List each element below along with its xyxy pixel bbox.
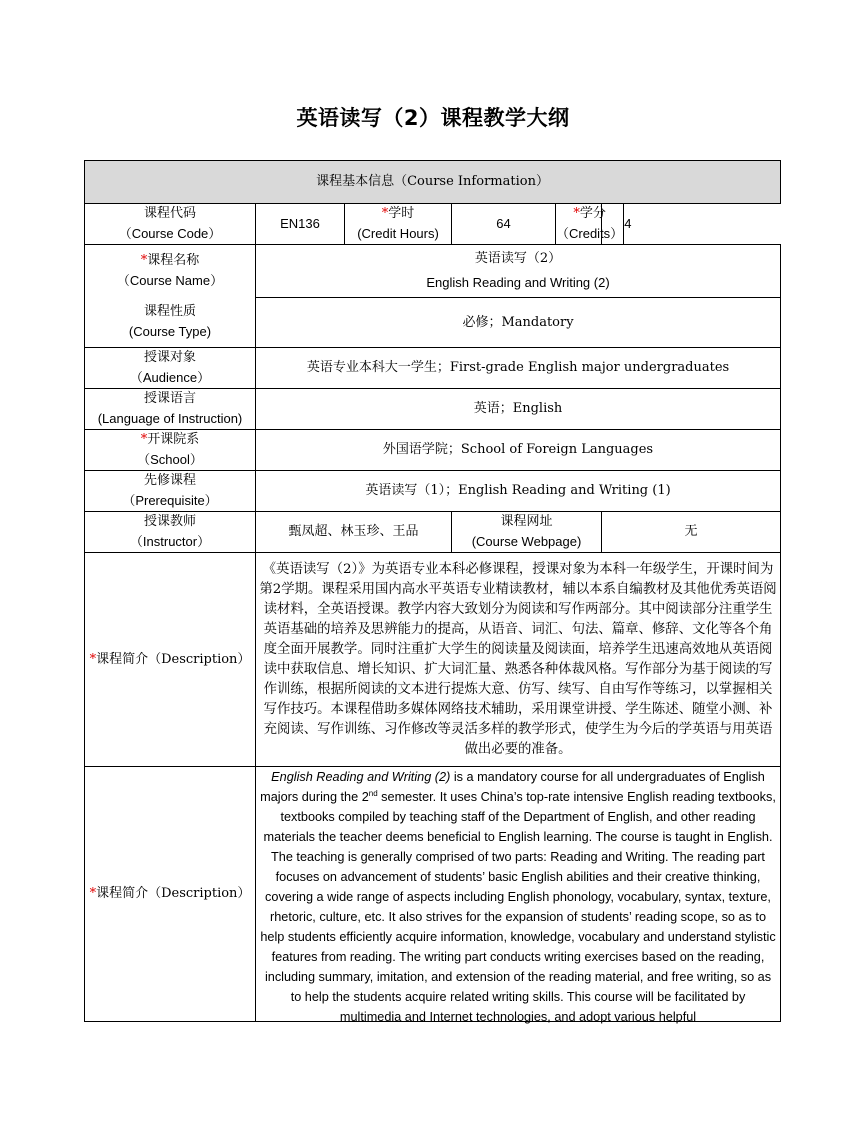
page-title: 英语读写（2）课程教学大纲 xyxy=(296,106,570,130)
language-row xyxy=(85,389,781,430)
required-mark: * xyxy=(140,432,148,447)
prerequisite-value: 英语读写（1）；English Reading and Writing (1) xyxy=(256,471,781,512)
course-type-value: 必修；Mandatory xyxy=(462,314,574,330)
prerequisite-label: 先修课程 （Prerequisite） xyxy=(85,471,256,512)
instructor-label: 授课教师 （Instructor） xyxy=(85,512,256,553)
webpage-label: 课程网址 (Course Webpage) xyxy=(452,512,602,553)
required-mark: * xyxy=(573,206,580,221)
audience-row xyxy=(85,348,781,389)
audience-value: 英语专业本科大一学生；First-grade English major undergraduates xyxy=(256,348,781,389)
description-en-row xyxy=(85,767,781,1022)
required-mark: * xyxy=(89,886,97,901)
instructor-value: 甄凤超、林玉珍、王品 xyxy=(256,512,452,553)
prerequisite-row xyxy=(85,471,781,512)
school-row xyxy=(85,430,781,471)
instructor-row xyxy=(85,512,781,553)
description-en-text: English Reading and Writing (2) is a mandatory course for all undergraduates of English majors during the 2nd semester. It uses China’s top-rate intensive English reading textbooks, textbooks compiled by teaching staff of the Department of English, and other reading materials the teacher deems beneficial to English learning. The course is taught in English. The teaching is generally comprised of two parts: Reading and Writing. The reading part focuses on advancement of students’ basic English abilities and their creative thinking, covering a wide range of aspects including English phonology, vocabulary, syntax, texture, rhetoric, culture, etc. It also strives for the expansion of students’ reading scope, so as to help students efficiently acquire information, knowledge, vocabulary and understand stylistic features from reading. The writing part conducts writing exercises based on the reading, including summary, imitation, and extension of the reading material, and free writing, so as to help the students acquire related writing skills. This course will be facilitated by multimedia and Internet technologies, and adopt various helpful xyxy=(256,767,781,1022)
course-name-label: *课程名称 （Course Name） xyxy=(116,253,224,288)
description-en-title: English Reading and Writing (2) xyxy=(271,770,451,784)
required-mark: * xyxy=(140,253,148,268)
description-cn-label: *课程简介（Description） xyxy=(85,553,256,767)
audience-label: 授课对象 （Audience） xyxy=(85,348,256,389)
description-cn-row xyxy=(85,553,781,767)
credits-cell xyxy=(556,204,632,245)
course-type-label: 课程性质 (Course Type) xyxy=(128,304,212,339)
language-value: 英语；English xyxy=(256,389,781,430)
credit-hours-value: 64 xyxy=(452,204,556,245)
credit-hours-label: *学时 (Credit Hours) xyxy=(345,204,452,245)
name-type-label-cell xyxy=(85,245,256,348)
course-name-value: 英语读写（2） English Reading and Writing (2) xyxy=(256,245,780,298)
language-label: 授课语言 (Language of Instruction) xyxy=(85,389,256,430)
school-label: *开课院系 （School） xyxy=(85,430,256,471)
course-code-label: 课程代码 （Course Code） xyxy=(85,204,256,245)
credits-value: 4 xyxy=(624,216,632,231)
section-header-row xyxy=(85,161,781,204)
course-info-table xyxy=(84,160,781,1022)
required-mark: * xyxy=(381,206,389,221)
school-value: 外国语学院；School of Foreign Languages xyxy=(256,430,781,471)
credits-label: *学分 （Credits） xyxy=(556,204,624,244)
name-type-value-cell xyxy=(256,245,781,348)
description-cn-text: 《英语读写（2）》为英语专业本科必修课程，授课对象为本科一年级学生，开课时间为第2学期。课程采用国内高水平英语专业精读教材，辅以本系自编教材及其他优秀英语阅读材料，全英语授课。教学内容大致划分为阅读和写作两部分。其中阅读部分注重学生英语基础的培养及思辨能力的提高，从语音、词汇、句法、篇章、修辞、文化等各个角度全面开展教学。同时注重扩大学生的阅读量及阅读面，培养学生迅速高效地从英语阅读中获取信息、增长知识、扩大词汇量、熟悉各种体裁风格。写作部分为基于阅读的写作训练，根据所阅读的文本进行提炼大意、仿写、续写、自由写作等练习，以掌握相关写作技巧。本课程借助多媒体网络技术辅助，采用课堂讲授、学生陈述、随堂小测、补充阅读、写作训练、习作修改等灵活多样的教学形式，使学生为今后的学英语与用英语做出必要的准备。 xyxy=(256,553,781,767)
required-mark: * xyxy=(89,651,97,667)
description-en-label: *课程简介（Description） xyxy=(85,767,256,1022)
webpage-value: 无 xyxy=(602,512,781,553)
course-name-row xyxy=(85,245,781,348)
course-code-row xyxy=(85,204,781,245)
section-header: 课程基本信息（Course Information） xyxy=(85,161,781,204)
course-code-value: EN136 xyxy=(256,204,345,245)
